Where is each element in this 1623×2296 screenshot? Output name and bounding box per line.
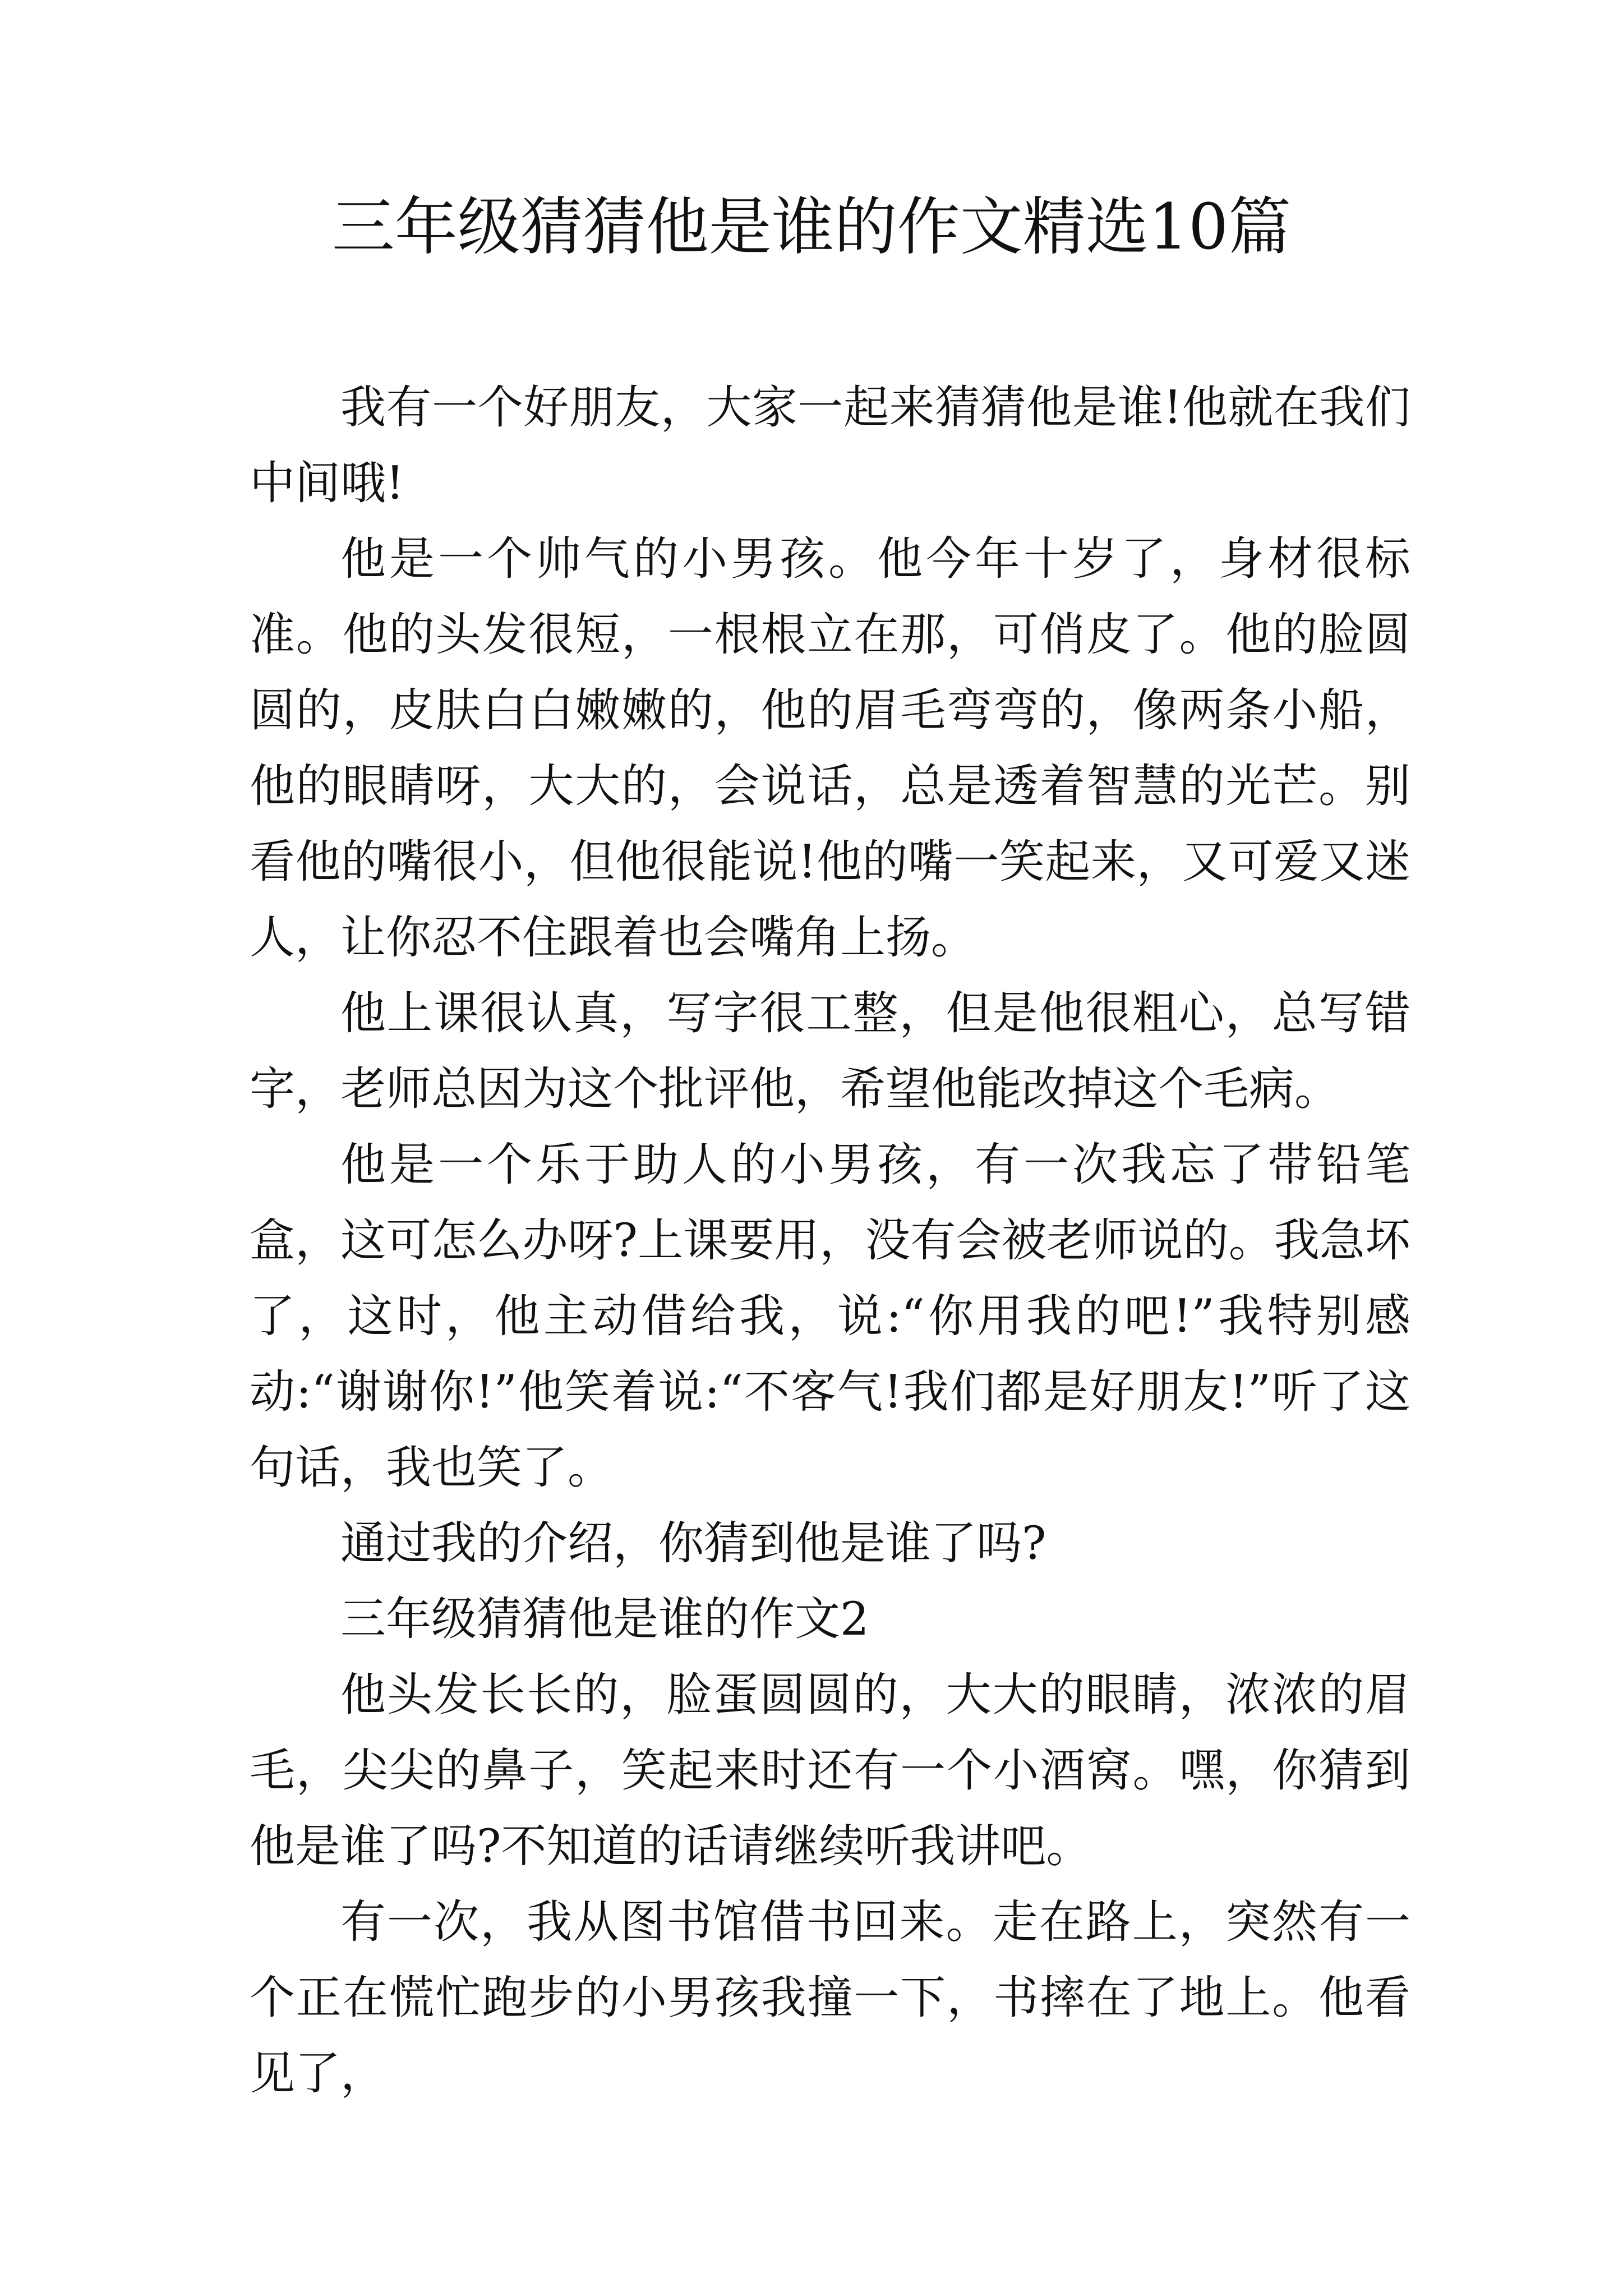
- document-body: [250, 370, 1410, 2112]
- paragraph: 他是一个乐于助人的小男孩，有一次我忘了带铅笔盒，这可怎么办呀?上课要用，没有会被老师说的。我急坏了，这时，他主动借给我，说:“你用我的吧!”我特别感动:“谢谢你!”他笑着说:“不客气!我们都是好朋友!”听了这句话，我也笑了。: [250, 1139, 1410, 1494]
- paragraph: 我有一个好朋友，大家一起来猜猜他是谁!他就在我们中间哦!: [250, 381, 1410, 510]
- paragraph: 他是一个帅气的小男孩。他今年十岁了，身材很标准。他的头发很短，一根根立在那，可俏皮了。他的脸圆圆的，皮肤白白嫩嫩的，他的眉毛弯弯的，像两条小船，他的眼睛呀，大大的，会说话，总是透着智慧的光芒。别看他的嘴很小，但他很能说!他的嘴一笑起来，又可爱又迷人，让你忍不住跟着也会嘴角上扬。: [250, 533, 1410, 964]
- paragraph: 有一次，我从图书馆借书回来。走在路上，突然有一个正在慌忙跑步的小男孩我撞一下，书摔在了地上。他看见了，: [250, 1896, 1410, 2100]
- paragraph: 他头发长长的，脸蛋圆圆的，大大的眼睛，浓浓的眉毛，尖尖的鼻子，笑起来时还有一个小酒窝。嘿，你猜到他是谁了吗?不知道的话请继续听我讲吧。: [250, 1669, 1410, 1873]
- document-title: 三年级猜猜他是谁的作文精选10篇: [331, 191, 1292, 264]
- paragraph: 通过我的介绍，你猜到他是谁了吗?: [340, 1517, 1046, 1570]
- section-heading: 三年级猜猜他是谁的作文2: [340, 1593, 869, 1646]
- paragraph: 他上课很认真，写字很工整，但是他很粗心，总写错字，老师总因为这个批评他，希望他能改掉这个毛病。: [250, 987, 1410, 1116]
